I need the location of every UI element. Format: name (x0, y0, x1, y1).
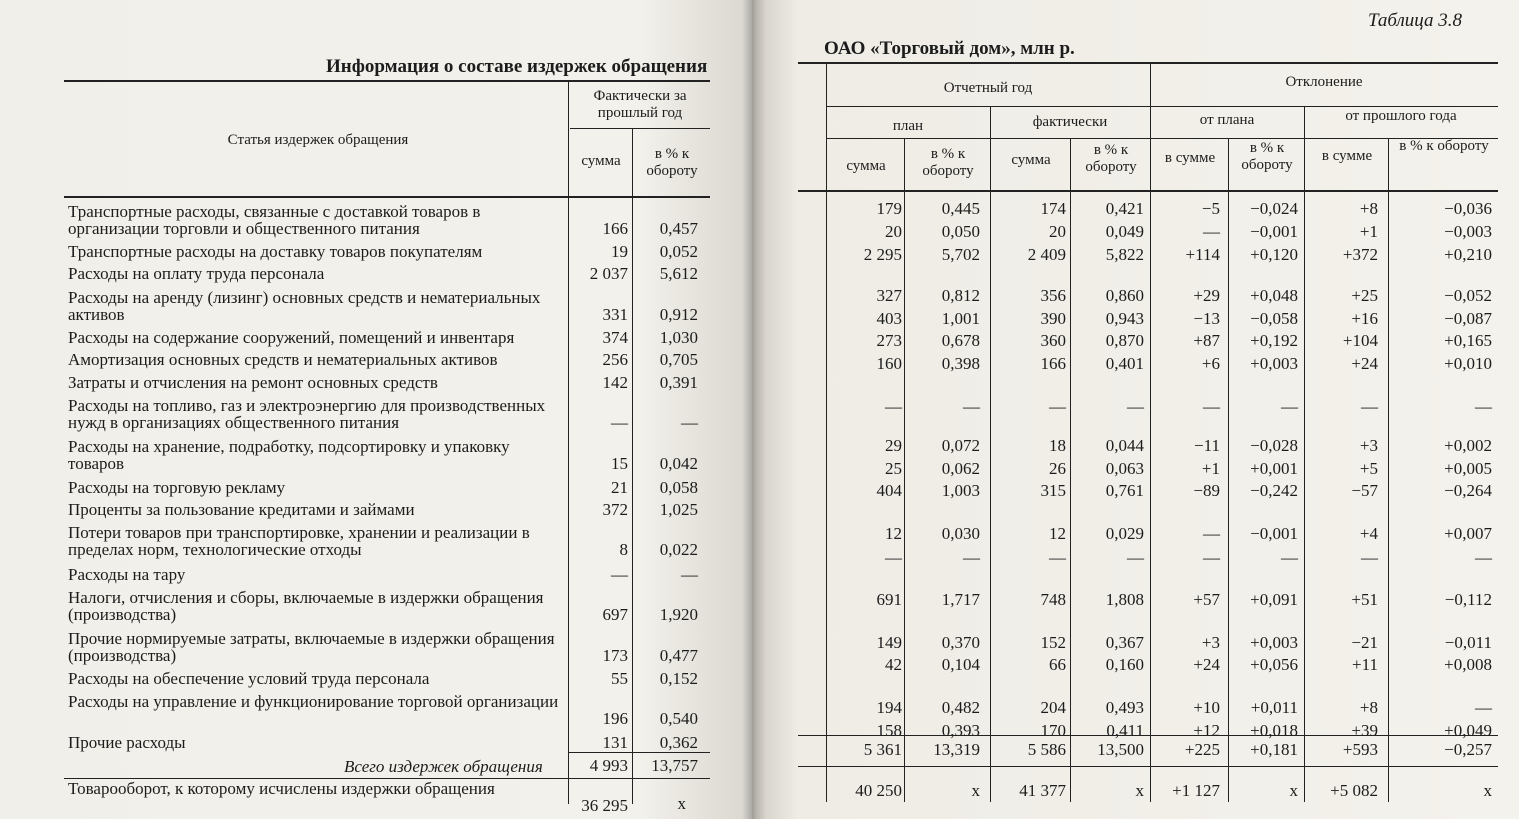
right-total-col-3: 5 586 (1027, 740, 1066, 759)
left-row-sum: 21 (611, 478, 628, 497)
left-row-label: Расходы на аренду (лизинг) основных средств и нематериальных активов (68, 288, 541, 324)
left-row-label: Потери товаров при транспортировке, хранении и реализации в пределах норм, технологические отходы (68, 523, 530, 559)
header-pct: в % к обороту (646, 146, 698, 179)
left-turnover-label: Товарооборот, к которому исчислены издержки обращения (68, 779, 495, 798)
right-turnover-col-5: +1 127 (1172, 781, 1220, 800)
right-row-col-1: — (885, 548, 902, 567)
left-row-pct: 1,025 (659, 500, 698, 519)
left-row-sum: 372 (602, 500, 628, 519)
right-row-col-1: — (885, 397, 902, 416)
right-page (752, 0, 1519, 819)
left-row-sum: 15 (611, 454, 628, 473)
header-bottom-rule (64, 196, 710, 198)
header-item-label: Статья издержек обращения (227, 132, 409, 148)
right-row-col-7: −21 (1351, 633, 1378, 652)
right-row-col-7: +5 (1359, 459, 1378, 478)
right-total-col-1: 5 361 (863, 740, 902, 759)
right-row-col-4: 5,822 (1105, 245, 1144, 264)
header-prior-year: Фактически за прошлый год (593, 88, 687, 121)
left-row-label: Транспортные расходы, связанные с доставкой товаров в организации торговли и общественного питания (68, 202, 481, 238)
left-row-label: Транспортные расходы на доставку товаров покупателям (68, 242, 483, 261)
right-row-col-4: 0,367 (1105, 633, 1144, 652)
right-row-col-4: 0,044 (1105, 436, 1144, 455)
right-row-col-8: +0,049 (1444, 721, 1492, 740)
left-row-pct: 0,477 (659, 646, 698, 665)
right-row-col-7: +39 (1351, 721, 1378, 740)
right-row-col-3: 360 (1040, 331, 1066, 350)
right-row-col-4: 0,401 (1105, 354, 1144, 373)
right-total-col-6: +0,181 (1250, 740, 1298, 759)
header-top-rule (64, 80, 710, 82)
right-row-col-1: 29 (885, 436, 902, 455)
left-row-sum: 166 (602, 219, 628, 238)
table-number: Таблица 3.8 (1368, 10, 1462, 31)
left-turnover-sum: 36 295 (581, 796, 628, 815)
left-row-sum: 331 (602, 305, 628, 324)
left-total-sum: 4 993 (589, 756, 628, 775)
r-header-from-plan: от плана (1199, 112, 1255, 128)
right-row-col-4: 1,808 (1105, 590, 1144, 609)
right-row-col-2: 0,030 (941, 524, 980, 543)
right-row-col-8: — (1475, 548, 1492, 567)
right-row-col-5: +24 (1193, 655, 1220, 674)
r-header-fact: фактически (1032, 114, 1108, 130)
r-col-divider (1304, 106, 1305, 802)
right-row-col-4: 0,160 (1105, 655, 1144, 674)
left-row-sum: 55 (611, 669, 628, 688)
left-row-pct: 0,912 (659, 305, 698, 324)
right-row-col-2: 0,050 (941, 222, 980, 241)
left-row-pct: 1,030 (659, 328, 698, 347)
right-row-col-6: −0,001 (1250, 222, 1298, 241)
right-row-col-7: +51 (1351, 590, 1378, 609)
right-row-col-2: 0,393 (941, 721, 980, 740)
left-title: Информация о составе издержек обращения (326, 56, 708, 77)
right-row-col-5: −11 (1194, 436, 1220, 455)
right-row-col-4: — (1127, 397, 1144, 416)
right-row-col-1: 403 (876, 309, 902, 328)
right-row-col-3: — (1049, 548, 1066, 567)
right-row-col-5: −89 (1193, 481, 1220, 500)
right-total-col-5: +225 (1184, 740, 1220, 759)
left-turnover-pct: х (677, 794, 686, 813)
right-row-col-1: 194 (876, 698, 902, 717)
right-row-col-7: +24 (1351, 354, 1378, 373)
right-row-col-1: 691 (876, 590, 902, 609)
right-row-col-4: 0,029 (1105, 524, 1144, 543)
left-row-sum: 2 037 (589, 264, 628, 283)
right-row-col-7: +8 (1359, 698, 1378, 717)
right-row-col-3: 356 (1040, 286, 1066, 305)
right-turnover-col-6: х (1289, 781, 1298, 800)
right-row-col-6: −0,001 (1250, 524, 1298, 543)
right-row-col-8: — (1475, 397, 1492, 416)
r-header-plan-pct: в % к обороту (922, 146, 974, 179)
right-row-col-7: −57 (1351, 481, 1378, 500)
book-gutter (742, 0, 766, 819)
left-page (0, 0, 752, 819)
right-row-col-8: +0,008 (1444, 655, 1492, 674)
right-row-col-7: — (1361, 548, 1378, 567)
right-row-col-4: 0,421 (1105, 199, 1144, 218)
right-row-col-7: +25 (1351, 286, 1378, 305)
right-total-col-2: 13,319 (933, 740, 980, 759)
right-row-col-3: 315 (1040, 481, 1066, 500)
left-row-label: Расходы на содержание сооружений, помещений и инвентаря (68, 328, 515, 347)
right-row-col-5: +1 (1201, 459, 1220, 478)
left-row-label: Расходы на хранение, подработку, подсортировку и упаковку товаров (68, 437, 510, 473)
right-row-col-8: −0,003 (1444, 222, 1492, 241)
left-row-pct: — (681, 565, 698, 584)
right-row-col-2: 0,062 (941, 459, 980, 478)
right-row-col-2: 0,445 (941, 199, 980, 218)
left-row-pct: 0,058 (659, 478, 698, 497)
r-col-divider (990, 106, 991, 802)
right-row-col-1: 149 (876, 633, 902, 652)
r-header-prior-dev-sum: в сумме (1321, 148, 1373, 164)
left-total-pct: 13,757 (651, 756, 698, 775)
right-row-col-7: +11 (1352, 655, 1378, 674)
r-total-rule (798, 735, 1498, 736)
left-row-pct: 0,042 (659, 454, 698, 473)
r-col-divider (826, 62, 827, 802)
right-row-col-5: — (1203, 222, 1220, 241)
r-col-divider (1070, 138, 1071, 802)
right-row-col-5: — (1203, 397, 1220, 416)
left-row-sum: 256 (602, 350, 628, 369)
r-header-report-year: Отчетный год (943, 80, 1033, 96)
right-row-col-2: 0,812 (941, 286, 980, 305)
left-row-sum: 142 (602, 373, 628, 392)
right-row-col-8: +0,210 (1444, 245, 1492, 264)
right-total-col-8: −0,257 (1444, 740, 1492, 759)
right-row-col-7: +3 (1359, 436, 1378, 455)
right-row-col-6: +0,192 (1250, 331, 1298, 350)
right-row-col-6: −0,058 (1250, 309, 1298, 328)
right-row-col-3: 204 (1040, 698, 1066, 717)
right-row-col-4: 0,870 (1105, 331, 1144, 350)
right-row-col-6: +0,018 (1250, 721, 1298, 740)
left-row-pct: 0,391 (659, 373, 698, 392)
right-row-col-1: 273 (876, 331, 902, 350)
right-row-col-4: 0,493 (1105, 698, 1144, 717)
right-row-col-5: +29 (1193, 286, 1220, 305)
right-row-col-3: 748 (1040, 590, 1066, 609)
right-row-col-6: −0,028 (1250, 436, 1298, 455)
right-row-col-2: 1,717 (941, 590, 980, 609)
left-row-pct: — (681, 413, 698, 432)
left-row-label: Налоги, отчисления и сборы, включаемые в издержки обращения (производства) (68, 588, 544, 624)
right-row-col-3: 174 (1040, 199, 1066, 218)
right-row-col-8: −0,036 (1444, 199, 1492, 218)
header-mid-rule (570, 128, 710, 129)
right-row-col-2: — (963, 548, 980, 567)
right-row-col-8: +0,010 (1444, 354, 1492, 373)
left-row-sum: 8 (619, 540, 628, 559)
right-row-col-7: +8 (1359, 199, 1378, 218)
right-row-col-2: — (963, 397, 980, 416)
total-rule (568, 752, 710, 753)
right-row-col-2: 0,104 (941, 655, 980, 674)
r-header-plan-sum: сумма (846, 158, 886, 174)
right-row-col-2: 0,072 (941, 436, 980, 455)
right-row-col-5: +57 (1193, 590, 1220, 609)
left-row-pct: 0,705 (659, 350, 698, 369)
r-header-deviation: Отклонение (1285, 74, 1363, 90)
r-col-divider (904, 138, 905, 802)
right-row-col-5: +10 (1193, 698, 1220, 717)
header-sum: сумма (581, 153, 621, 169)
right-row-col-3: 18 (1049, 436, 1066, 455)
left-row-pct: 0,022 (659, 540, 698, 559)
right-row-col-2: 0,678 (941, 331, 980, 350)
right-row-col-2: 1,003 (941, 481, 980, 500)
right-row-col-6: +0,001 (1250, 459, 1298, 478)
left-row-label: Прочие расходы (68, 733, 186, 752)
right-row-col-1: 160 (876, 354, 902, 373)
r-header-fact-pct: в % к обороту (1085, 142, 1137, 175)
right-row-col-3: 170 (1040, 721, 1066, 740)
left-row-pct: 0,362 (659, 733, 698, 752)
right-row-col-8: +0,002 (1444, 436, 1492, 455)
right-row-col-5: −5 (1201, 199, 1220, 218)
right-turnover-col-8: х (1483, 781, 1492, 800)
right-row-col-5: +3 (1201, 633, 1220, 652)
r-header-prior-dev-pct: в % к обороту (1399, 138, 1489, 154)
r-header-rule-2 (826, 106, 1498, 107)
right-row-col-8: +0,005 (1444, 459, 1492, 478)
left-row-pct: 0,152 (659, 669, 698, 688)
right-row-col-6: +0,003 (1250, 633, 1298, 652)
right-turnover-col-4: х (1135, 781, 1144, 800)
right-row-col-3: 390 (1040, 309, 1066, 328)
left-row-sum: 173 (602, 646, 628, 665)
right-row-col-2: 0,370 (941, 633, 980, 652)
left-row-pct: 0,457 (659, 219, 698, 238)
header-divider (632, 128, 633, 804)
r-col-divider (1388, 138, 1389, 802)
right-row-col-4: 0,943 (1105, 309, 1144, 328)
right-row-col-6: +0,120 (1250, 245, 1298, 264)
right-row-col-3: 20 (1049, 222, 1066, 241)
left-row-sum: — (611, 413, 628, 432)
header-divider (568, 80, 569, 804)
right-row-col-1: 12 (885, 524, 902, 543)
left-row-label: Расходы на топливо, газ и электроэнергию для производственных нужд в организациях общественного питания (68, 396, 546, 432)
right-row-col-3: 166 (1040, 354, 1066, 373)
right-row-col-6: −0,242 (1250, 481, 1298, 500)
right-row-col-7: +1 (1359, 222, 1378, 241)
right-row-col-6: +0,048 (1250, 286, 1298, 305)
right-row-col-5: — (1203, 548, 1220, 567)
right-row-col-6: — (1281, 548, 1298, 567)
right-row-col-2: 0,398 (941, 354, 980, 373)
right-row-col-2: 1,001 (941, 309, 980, 328)
right-row-col-5: −13 (1193, 309, 1220, 328)
left-row-label: Затраты и отчисления на ремонт основных средств (68, 373, 438, 392)
right-row-col-4: 0,860 (1105, 286, 1144, 305)
right-row-col-7: — (1361, 397, 1378, 416)
left-row-label: Расходы на оплату труда персонала (68, 264, 325, 283)
right-row-col-3: 152 (1040, 633, 1066, 652)
right-row-col-8: +0,007 (1444, 524, 1492, 543)
right-row-col-6: −0,024 (1250, 199, 1298, 218)
left-row-label: Проценты за пользование кредитами и займами (68, 500, 415, 519)
r-header-plan-dev-pct: в % к обороту (1241, 140, 1293, 173)
left-row-pct: 1,920 (659, 605, 698, 624)
right-row-col-1: 327 (876, 286, 902, 305)
right-row-col-8: −0,011 (1444, 633, 1492, 652)
right-row-col-4: 0,761 (1105, 481, 1144, 500)
right-row-col-6: +0,056 (1250, 655, 1298, 674)
right-row-col-4: 0,411 (1106, 721, 1144, 740)
right-row-col-1: 2 295 (863, 245, 902, 264)
right-row-col-2: 0,482 (941, 698, 980, 717)
left-row-label: Расходы на управление и функционирование торговой организации (68, 692, 559, 711)
right-row-col-8: −0,264 (1444, 481, 1492, 500)
r-col-divider (1228, 138, 1229, 802)
left-row-label: Расходы на тару (68, 565, 186, 584)
right-turnover-col-2: х (971, 781, 980, 800)
right-title: ОАО «Торговый дом», млн р. (824, 38, 1075, 59)
right-row-col-1: 179 (876, 199, 902, 218)
right-turnover-col-7: +5 082 (1330, 781, 1378, 800)
left-row-label: Расходы на торговую рекламу (68, 478, 286, 497)
right-row-col-8: +0,165 (1444, 331, 1492, 350)
left-row-label: Амортизация основных средств и нематериальных активов (68, 350, 498, 369)
left-row-pct: 0,540 (659, 709, 698, 728)
left-row-sum: 697 (602, 605, 628, 624)
right-row-col-5: — (1203, 524, 1220, 543)
right-row-col-1: 42 (885, 655, 902, 674)
right-row-col-2: 5,702 (941, 245, 980, 264)
left-row-sum: 196 (602, 709, 628, 728)
r-header-plan-dev-sum: в сумме (1164, 150, 1216, 166)
right-row-col-8: −0,112 (1444, 590, 1492, 609)
right-row-col-5: +114 (1185, 245, 1220, 264)
r-header-fact-sum: сумма (1011, 152, 1051, 168)
right-row-col-6: +0,011 (1250, 698, 1298, 717)
left-total-label: Всего издержек обращения (344, 757, 543, 776)
left-row-label: Прочие нормируемые затраты, включаемые в издержки обращения (производства) (68, 629, 555, 665)
right-turnover-col-3: 41 377 (1019, 781, 1066, 800)
right-row-col-8: — (1475, 698, 1492, 717)
right-row-col-7: +372 (1342, 245, 1378, 264)
r-col-divider (1150, 62, 1151, 802)
right-total-col-7: +593 (1342, 740, 1378, 759)
r-header-top-rule (798, 62, 1498, 64)
right-row-col-4: 0,063 (1105, 459, 1144, 478)
right-row-col-3: — (1049, 397, 1066, 416)
right-row-col-5: +12 (1193, 721, 1220, 740)
r-header-plan: план (892, 118, 924, 134)
right-row-col-1: 20 (885, 222, 902, 241)
right-row-col-1: 404 (876, 481, 902, 500)
right-row-col-6: +0,003 (1250, 354, 1298, 373)
right-row-col-3: 12 (1049, 524, 1066, 543)
right-row-col-6: +0,091 (1250, 590, 1298, 609)
right-row-col-8: −0,087 (1444, 309, 1492, 328)
left-row-sum: 131 (602, 733, 628, 752)
left-row-sum: 19 (611, 242, 628, 261)
right-row-col-7: +16 (1351, 309, 1378, 328)
left-row-label: Расходы на обеспечение условий труда персонала (68, 669, 430, 688)
right-row-col-4: 0,049 (1105, 222, 1144, 241)
right-turnover-col-1: 40 250 (855, 781, 902, 800)
right-row-col-3: 2 409 (1027, 245, 1066, 264)
right-total-col-4: 13,500 (1097, 740, 1144, 759)
right-row-col-5: +6 (1201, 354, 1220, 373)
left-row-pct: 5,612 (659, 264, 698, 283)
right-row-col-3: 26 (1049, 459, 1066, 478)
right-row-col-7: +104 (1342, 331, 1378, 350)
r-header-from-prior: от прошлого года (1345, 108, 1457, 124)
left-row-sum: 374 (602, 328, 628, 347)
right-row-col-7: +4 (1359, 524, 1378, 543)
right-row-col-4: — (1127, 548, 1144, 567)
r-turnover-rule (798, 766, 1498, 767)
right-row-col-1: 25 (885, 459, 902, 478)
left-row-sum: — (611, 565, 628, 584)
right-row-col-5: +87 (1193, 331, 1220, 350)
right-row-col-3: 66 (1049, 655, 1066, 674)
right-row-col-6: — (1281, 397, 1298, 416)
r-header-bottom-rule (798, 190, 1498, 192)
left-row-pct: 0,052 (659, 242, 698, 261)
right-row-col-1: 158 (876, 721, 902, 740)
right-row-col-8: −0,052 (1444, 286, 1492, 305)
